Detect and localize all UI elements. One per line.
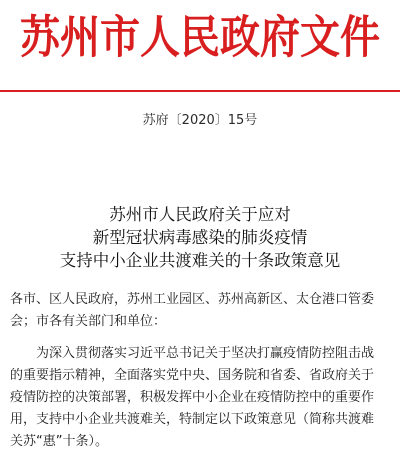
addressee-line: 会；市各有关部门和单位： [10, 314, 167, 329]
title-line: 苏州市人民政府关于应对 [109, 205, 291, 224]
paragraph-line: 为深入贯彻落实习近平总书记关于坚决打赢疫情防控阻击战 [36, 346, 375, 361]
document-title [0, 203, 400, 272]
document-number: 苏府〔2020〕15号 [142, 113, 258, 128]
masthead-title: 苏州市人民政府文件 [20, 11, 380, 64]
masthead-red-rule [0, 90, 400, 92]
addressee-line: 各市、区人民政府，苏州工业园区、苏州高新区、太仓港口管委 [10, 292, 375, 307]
paragraph-line: 的重要指示精神，全面落实党中央、国务院和省委、省政府关于 [10, 368, 375, 383]
title-line: 支持中小企业共渡难关的十条政策意见 [59, 251, 341, 270]
document-body [10, 289, 400, 453]
paragraph-line: 关苏“惠”十条）。 [10, 434, 108, 449]
title-line: 新型冠状病毒感染的肺炎疫情 [92, 228, 308, 247]
paragraph-line: 疫情防控的决策部署，积极发挥中小企业在疫情防控中的重要作 [10, 390, 375, 405]
paragraph-line: 用，支持中小企业共渡难关，特制定以下政策意见（简称共渡难 [10, 412, 375, 427]
